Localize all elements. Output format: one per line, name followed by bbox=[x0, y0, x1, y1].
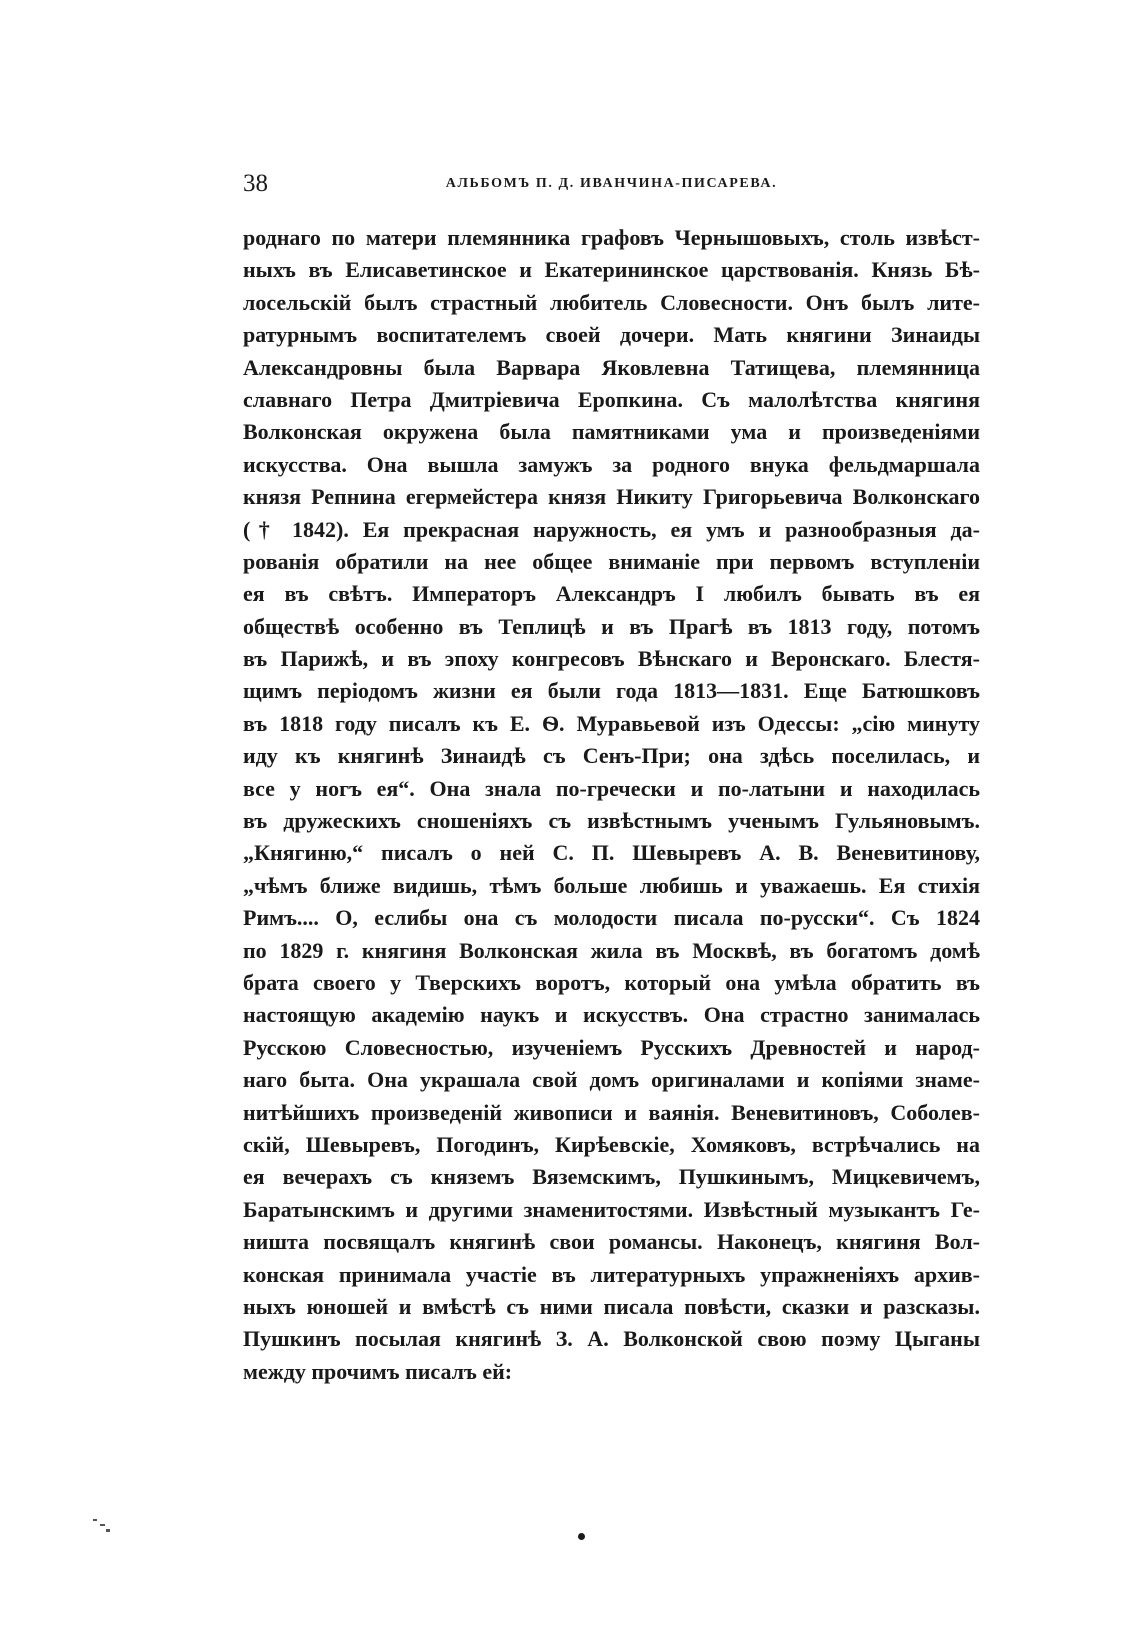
text-line: лосельскій былъ страстный любитель Словесности. Онъ былъ лите- bbox=[243, 289, 980, 315]
text-line: въ Парижѣ, и въ эпоху конгресовъ Вѣнскаго и Веронскаго. Блестя- bbox=[243, 646, 980, 672]
scan-speck bbox=[106, 1529, 110, 1532]
text-line: ея въ свѣтъ. Императоръ Александръ I любилъ бывать въ ея bbox=[243, 581, 980, 607]
text-line: славнаго Петра Дмитріевича Еропкина. Съ малолѣтства княгиня bbox=[243, 386, 980, 412]
text-line: Пушкинъ посылая княгинѣ З. А. Волконской свою поэму Цыганы bbox=[243, 1326, 980, 1352]
running-title: АЛЬБОМЪ П. Д. ИВАНЧИНА-ПИСАРЕВА. bbox=[445, 176, 778, 191]
text-line: Волконская окружена была памятниками ума и произведеніями bbox=[243, 419, 980, 445]
text-line: ныхъ юношей и вмѣстѣ съ ними писала повѣсти, сказки и разсказы. bbox=[243, 1293, 980, 1319]
page-number: 38 bbox=[243, 170, 268, 197]
text-line: († 1842). Ея прекрасная наружность, ея умъ и разнообразныя да- bbox=[243, 516, 980, 542]
ornament-dot bbox=[578, 1533, 585, 1540]
text-line: рованія обратили на нее общее вниманіе при первомъ вступленіи bbox=[243, 548, 980, 574]
text-line: настоящую академію наукъ и искусствъ. Она страстно занималась bbox=[243, 1002, 980, 1028]
scan-speck bbox=[100, 1524, 105, 1526]
text-line: наго быта. Она украшала свой домъ оригиналами и копіями знаме- bbox=[243, 1067, 980, 1093]
text-line: скій, Шевыревъ, Погодинъ, Кирѣевскіе, Хомяковъ, встрѣчались на bbox=[243, 1131, 980, 1157]
text-line: искусства. Она вышла замужъ за родного внука фельдмаршала bbox=[243, 451, 980, 477]
text-line: нитѣйшихъ произведеній живописи и ваянія. Веневитиновъ, Соболев- bbox=[243, 1099, 980, 1125]
text-line: ныхъ въ Елисаветинское и Екатерининское царствованія. Князь Бѣ- bbox=[243, 257, 980, 283]
text-line: „Княгиню,“ писалъ о ней С. П. Шевыревъ А. В. Веневитинову, bbox=[243, 840, 980, 866]
text-line: все у ногъ ея“. Она знала по-гречески и по-латыни и находилась bbox=[243, 775, 980, 801]
text-line: роднаго по матери племянника графовъ Чернышовыхъ, столь извѣст- bbox=[243, 225, 980, 250]
text-line: щимъ періодомъ жизни ея были года 1813—1831. Еще Батюшковъ bbox=[243, 678, 980, 704]
text-line: конская принимала участіе въ литературныхъ упражненіяхъ архив- bbox=[243, 1261, 980, 1287]
text-line: Баратынскимъ и другими знаменитостями. Извѣстный музыкантъ Ге- bbox=[243, 1196, 980, 1222]
text-line: князя Репнина егермейстера князя Никиту Григорьевича Волконскаго bbox=[243, 484, 980, 510]
text-line: Александровны была Варвара Яковлевна Татищева, племянница bbox=[243, 354, 980, 380]
page-header bbox=[243, 170, 980, 200]
body-text bbox=[243, 222, 980, 1388]
scan-speck bbox=[93, 1519, 97, 1521]
text-line: ея вечерахъ съ княземъ Вяземскимъ, Пушкинымъ, Мицкевичемъ, bbox=[243, 1164, 980, 1190]
text-line: въ дружескихъ сношеніяхъ съ извѣстнымъ ученымъ Гульяновымъ. bbox=[243, 808, 980, 834]
text-line: „чѣмъ ближе видишь, тѣмъ больше любишь и уважаешь. Ея стихія bbox=[243, 872, 980, 898]
text-line: между прочимъ писалъ ей: bbox=[243, 1358, 513, 1384]
text-line: по 1829 г. княгиня Волконская жила въ Москвѣ, въ богатомъ домѣ bbox=[243, 937, 980, 963]
text-line: обществѣ особенно въ Теплицѣ и въ Прагѣ въ 1813 году, потомъ bbox=[243, 613, 980, 639]
text-line: Русскою Словесностью, изученіемъ Русскихъ Древностей и народ- bbox=[243, 1034, 980, 1060]
text-line: въ 1818 году писалъ къ Е. Ѳ. Муравьевой изъ Одессы: „сію минуту bbox=[243, 710, 980, 736]
text-line: ништа посвящалъ княгинѣ свои романсы. Наконецъ, княгиня Вол- bbox=[243, 1229, 980, 1255]
text-line: брата своего у Тверскихъ воротъ, который она умѣла обратить въ bbox=[243, 969, 980, 995]
text-line: иду къ княгинѣ Зинаидѣ съ Сенъ-При; она здѣсь поселилась, и bbox=[243, 743, 980, 769]
text-line: Римъ.... О, еслибы она съ молодости писала по-русски“. Съ 1824 bbox=[243, 905, 980, 931]
text-line: ратурнымъ воспитателемъ своей дочери. Мать княгини Зинаиды bbox=[243, 322, 980, 348]
